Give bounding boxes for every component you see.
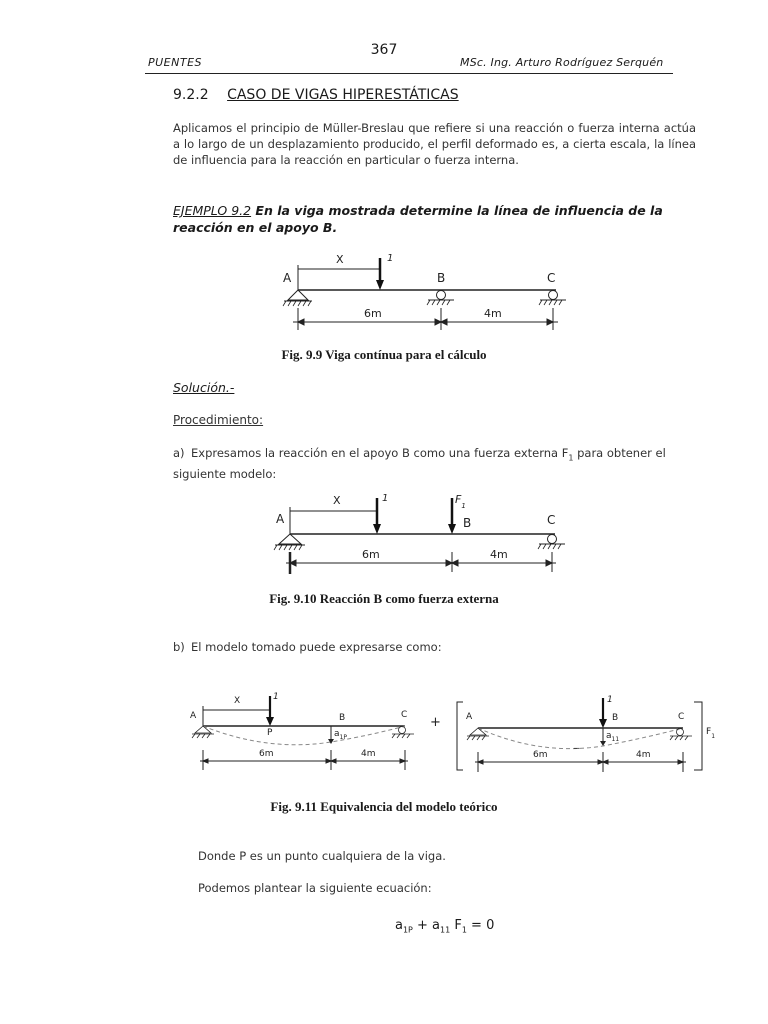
point-p-label: P: [267, 728, 273, 738]
eq-force-sub: 1: [461, 925, 467, 935]
disp-label: $a_{1P}$: [334, 729, 347, 741]
label-b: B: [612, 713, 619, 723]
label-b: B: [339, 713, 346, 723]
example-text: En la viga mostrada determine la línea de influencia de la reacción en el apoyo B.: [173, 203, 663, 235]
label-a: A: [466, 712, 473, 722]
label-c: C: [678, 712, 685, 722]
label-a: A: [190, 711, 197, 721]
header-left: PUENTES: [148, 56, 203, 69]
x-label: X: [336, 253, 344, 266]
load-label: 1: [382, 493, 389, 504]
x-label: X: [333, 494, 341, 507]
procedure-heading: Procedimiento:: [173, 413, 264, 427]
span2-label: 4m: [490, 548, 508, 561]
right-bracket: [694, 702, 702, 770]
load-label: 1: [607, 695, 613, 705]
figure-9-11: [0, 690, 768, 780]
label-a: A: [283, 271, 292, 285]
eq-term1-sub: 1P: [402, 925, 413, 935]
pin-support-a: [274, 534, 305, 550]
label-b: B: [437, 271, 446, 285]
force-f1-label: $F_1$: [706, 727, 716, 740]
item-b: [173, 639, 696, 655]
span-dimension: [293, 308, 558, 330]
label-c: C: [547, 513, 556, 527]
load-label: 1: [387, 253, 394, 264]
item-a-text: Expresamos la reacción en el apoyo B como una fuerza externa F: [191, 446, 569, 460]
solution-heading: Solución.-: [173, 380, 235, 395]
x-label: X: [234, 696, 241, 706]
deflected-shape: [203, 726, 405, 745]
equation: [395, 918, 494, 935]
eq-term2-sub: 11: [440, 925, 451, 935]
span1-label: 6m: [533, 750, 548, 760]
header-rule: [145, 73, 673, 74]
load-label: 1: [273, 692, 279, 702]
eq-term1: a: [395, 918, 403, 933]
force-f1-label: $F_1$: [455, 493, 466, 510]
item-a-text2: para obtener el siguiente modelo:: [173, 446, 666, 482]
span1-label: 6m: [364, 307, 382, 320]
item-a-sub: 1: [568, 453, 574, 463]
pin-support-a: [283, 290, 312, 306]
roller-support-b: [427, 291, 454, 306]
equation-intro: Podemos plantear la siguiente ecuación:: [198, 881, 432, 895]
section-number: 9.2.2: [173, 87, 209, 103]
span2-label: 4m: [361, 749, 376, 759]
header-right: MSc. Ing. Arturo Rodríguez Serquén: [460, 56, 664, 69]
figure-9-10: [0, 488, 768, 588]
item-a-marker: a): [173, 446, 185, 460]
example-statement: [173, 202, 696, 236]
item-b-text: El modelo tomado puede expresarse como:: [191, 640, 442, 654]
span1-label: 6m: [362, 548, 380, 561]
label-c: C: [547, 271, 556, 285]
item-b-marker: b): [173, 640, 185, 654]
span-dimension: [286, 552, 556, 574]
roller-support-c: [538, 535, 565, 550]
item-a: [173, 445, 696, 482]
page-number: 367: [370, 42, 398, 58]
fig-9-11-caption: Fig. 9.11 Equivalencia del modelo teórico: [270, 799, 498, 814]
figure-9-9: [0, 248, 768, 348]
label-c: C: [401, 710, 408, 720]
roller-support-c: [539, 291, 566, 306]
label-b: B: [463, 516, 472, 530]
where-text: Donde P es un punto cualquiera de la viga.: [198, 849, 446, 863]
span2-label: 4m: [484, 307, 502, 320]
span1-label: 6m: [259, 749, 274, 759]
section-title: CASO DE VIGAS HIPERESTÁTICAS: [227, 87, 459, 103]
plus-sign: +: [430, 715, 441, 730]
section-heading: [173, 87, 459, 103]
right-model: [457, 695, 715, 772]
fig-9-9-caption: Fig. 9.9 Viga contínua para el cálculo: [281, 347, 487, 362]
example-label: EJEMPLO 9.2: [173, 203, 252, 218]
label-a: A: [276, 512, 285, 526]
span2-label: 4m: [636, 750, 651, 760]
deflected-shape: [478, 728, 683, 749]
eq-force: F: [450, 918, 462, 933]
minus-sign: _: [574, 736, 580, 749]
intro-paragraph: Aplicamos el principio de Müller-Breslau que refiere si una reacción o fuerza interna actúa a lo largo de un desplazamiento producido, el perfil deformado es, a cierta escala, la línea de influencia para la reacción en particular o fuerza interna.: [173, 121, 696, 167]
eq-rhs: = 0: [466, 918, 495, 933]
left-model: [190, 692, 414, 770]
eq-plus: + a: [412, 918, 441, 933]
fig-9-10-caption: Fig. 9.10 Reacción B como fuerza externa: [269, 591, 499, 606]
disp-label: $a_{11}$: [606, 731, 620, 743]
left-bracket: [457, 702, 463, 770]
